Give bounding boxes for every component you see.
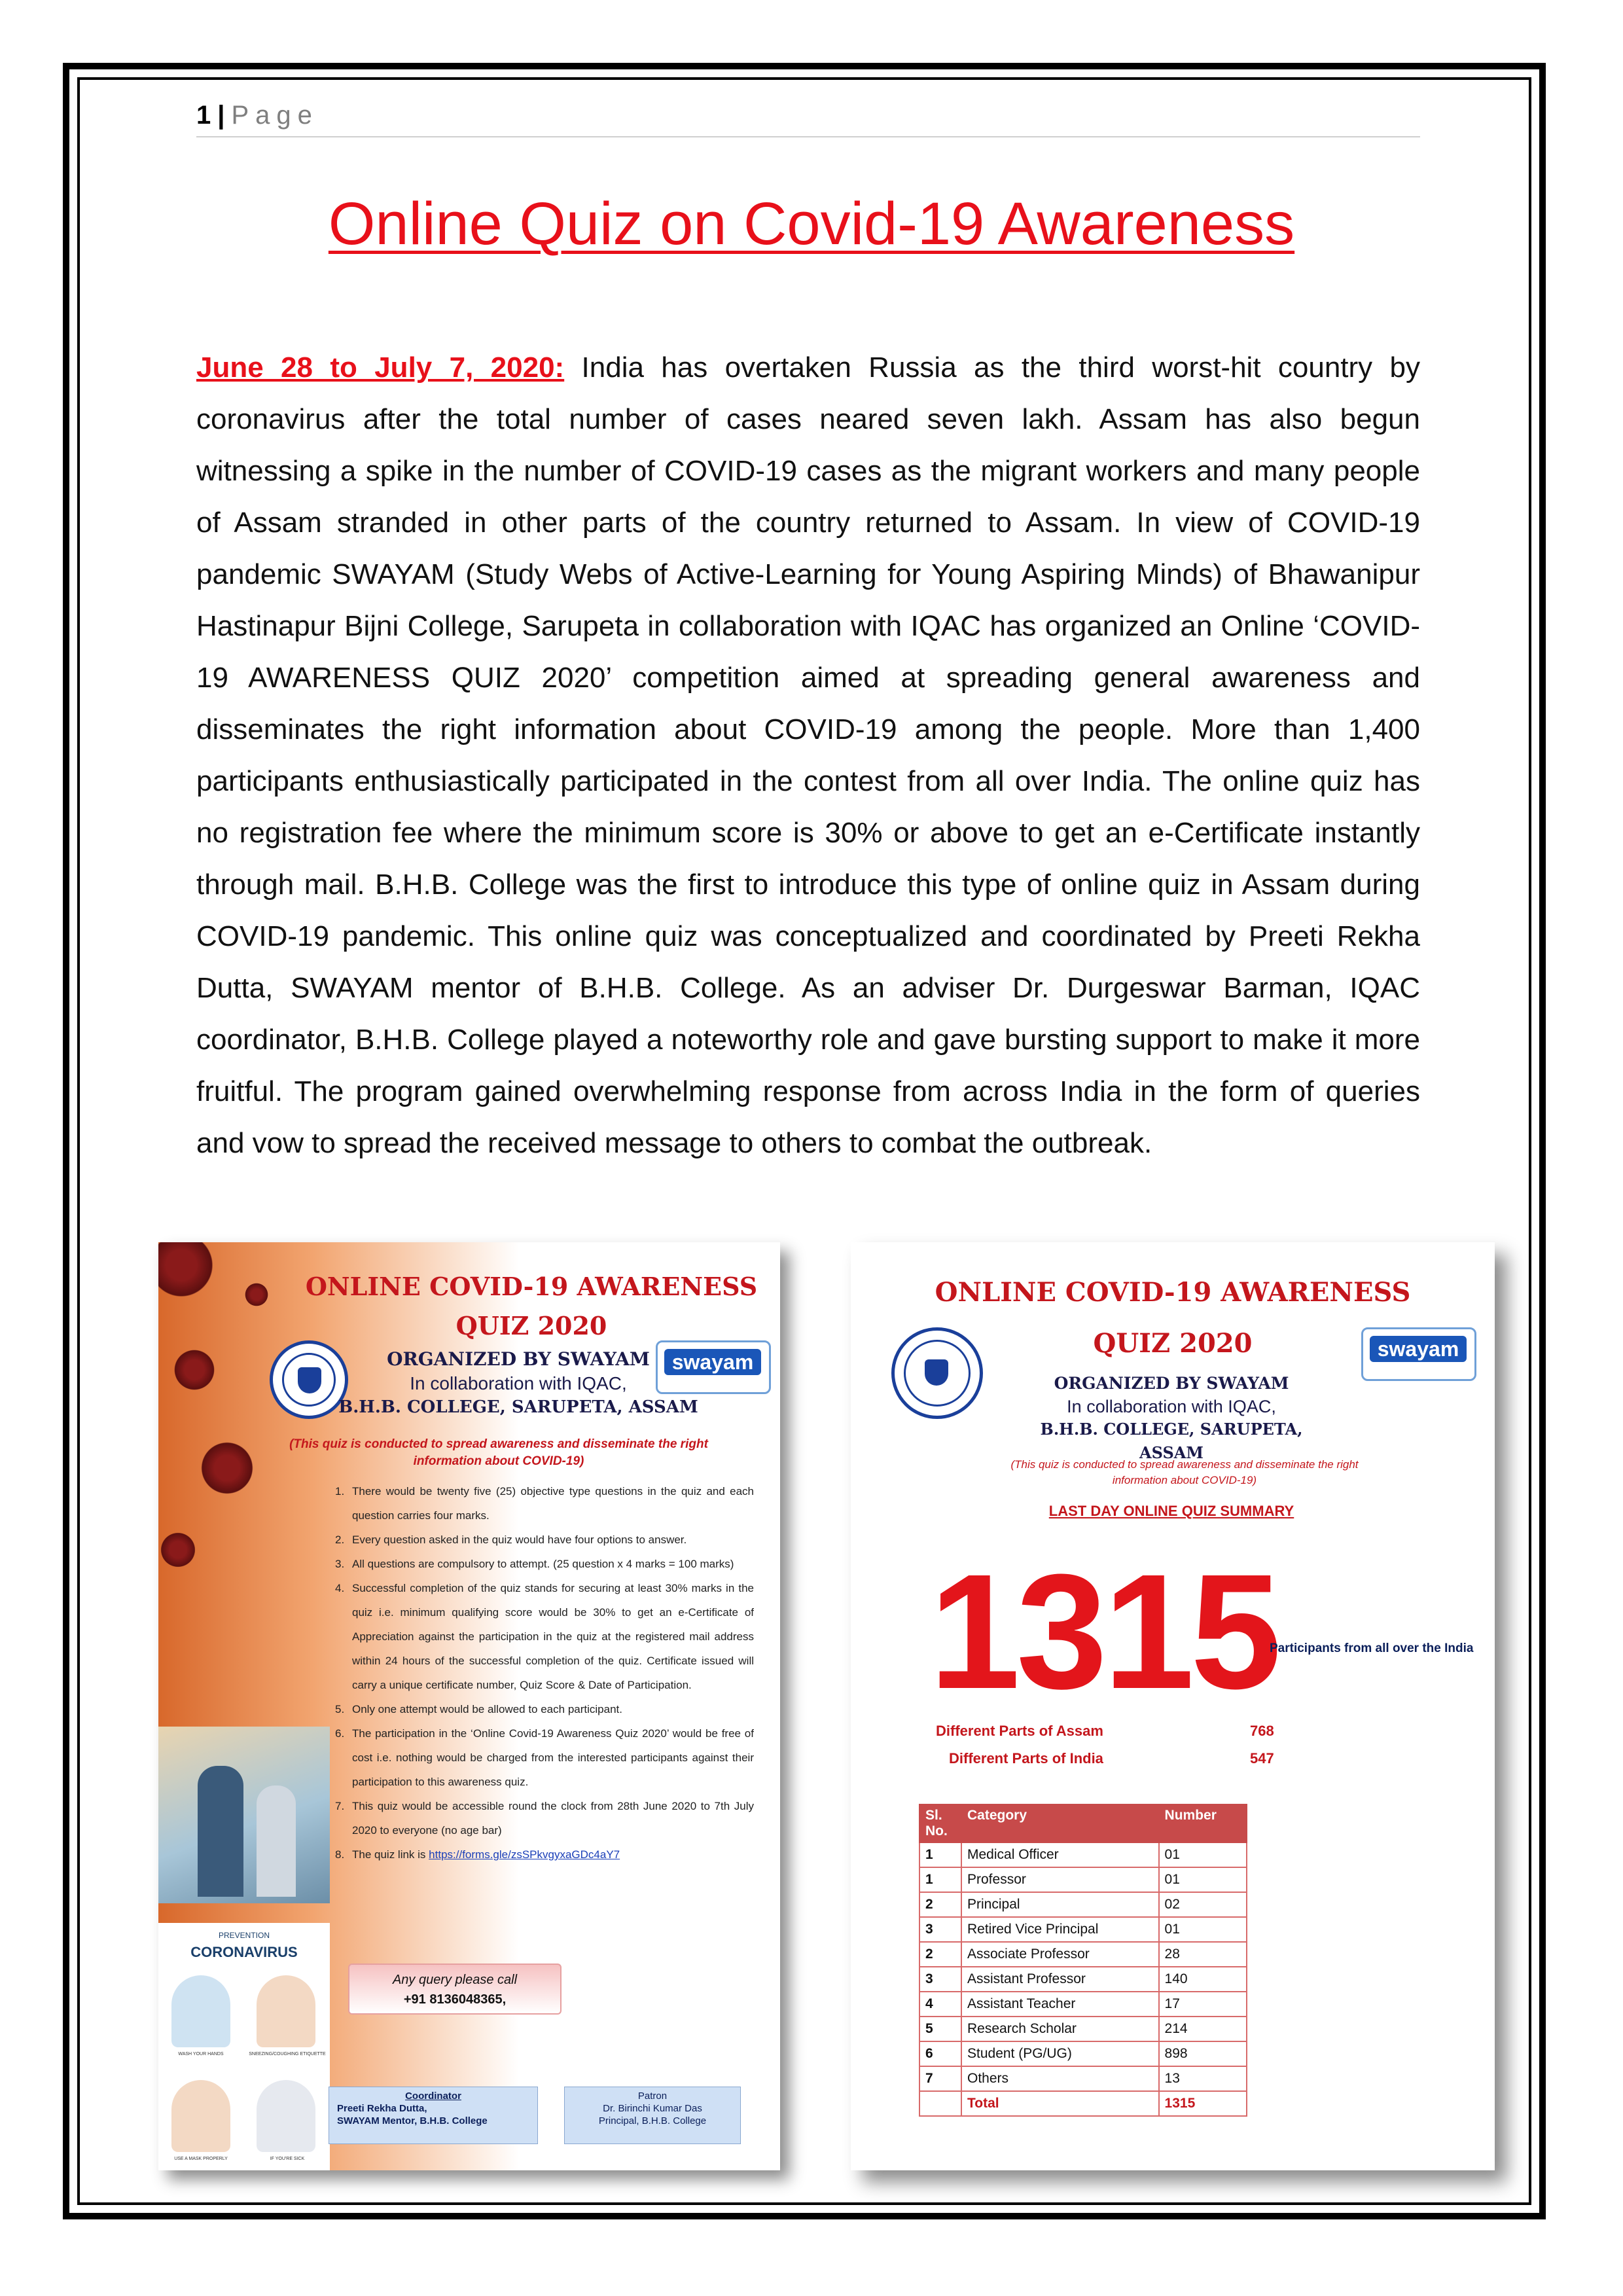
category-table [919,1804,1247,2117]
quiz-link[interactable]: https://forms.gle/zsSPkvgyxaGDc4aY7 [429,1848,620,1861]
query-phone[interactable]: +91 8136048365, [403,1992,507,2007]
poster-title-line1: ONLINE COVID-19 AWARENESS [305,1272,758,1301]
virus-illustration [158,1242,217,1301]
quiz-rules-poster [158,1242,780,2170]
assam-value: 768 [1250,1723,1274,1739]
poster-note: (This quiz is conducted to spread awareness and disseminate the right information about COVID-19) [289,1437,708,1468]
quiz-summary-poster [851,1242,1495,2170]
column-header: Number [1159,1804,1247,1842]
table-row: 2 Principal 02 [919,1892,1247,1917]
table-row: 4 Assistant Teacher 17 [919,1992,1247,2017]
rule-item: 4. Successful completion of the quiz stands for securing at least 30% marks in the quiz i.e. minimum qualifying score would be 30% to get an e-Certificate of Appreciation against the participation in the quiz at the registered mail address within 24 hours of the successful completion of the quiz. Certificate issued will carry a unique certificate number, Quiz Score & Date of Participation. [335,1582,754,1691]
prevention-caption: SNEEZING/COUGHING ETIQUETTE [249,2052,326,2056]
summary-organizer-line3: B.H.B. COLLEGE, SARUPETA, ASSAM [1040,1420,1303,1462]
rule-item: 6. The participation in the ‘Online Covid-19 Awareness Quiz 2020’ would be free of cost i.e. nothing would be charged from the interested participants against their participation to this awareness quiz. [335,1727,754,1788]
prevention-panel [158,1923,330,2170]
swayam-logo-text: swayam [664,1349,761,1375]
table-row: 1 Medical Officer 01 [919,1842,1247,1867]
column-header: Sl. No. [919,1804,961,1842]
swayam-logo [1361,1327,1476,1381]
assam-label: Different Parts of Assam [936,1723,1103,1739]
prevention-title: CORONAVIRUS [190,1944,298,1960]
summary-organizer-line2: In collaboration with IQAC, [1067,1397,1276,1416]
participant-breakdown [936,1717,1394,1772]
mask-illustration [171,2080,230,2152]
sick-illustration [257,2080,315,2152]
prevention-label: PREVENTION [218,1931,270,1940]
prevention-caption: USE A MASK PROPERLY [174,2157,228,2161]
quiz-rules-list [335,1479,754,1867]
table-row: 5 Research Scholar 214 [919,2017,1247,2041]
query-box [348,1964,562,2015]
table-row: 1 Professor 01 [919,1867,1247,1892]
rule-item: 7. This quiz would be accessible round the clock from 28th June 2020 to 7th July 2020 to everyone (no age bar) [335,1800,754,1837]
summary-organizer-line1: ORGANIZED BY SWAYAM [1054,1374,1289,1393]
patron-heading: Patron [637,2090,668,2102]
volunteers-photo [158,1727,330,1903]
organizer-line3: B.H.B. COLLEGE, SARUPETA, ASSAM [338,1397,698,1417]
prevention-caption: IF YOU'RE SICK [270,2157,305,2161]
organizer-block [322,1347,715,1419]
article-date: June 28 to July 7, 2020: [196,351,565,384]
table-row: 7 Others 13 [919,2066,1247,2091]
page-separator: | [217,101,225,130]
india-row [936,1745,1394,1772]
college-logo [891,1327,983,1419]
wash-hands-illustration [171,1975,230,2047]
summary-heading: LAST DAY ONLINE QUIZ SUMMARY [1048,1503,1294,1519]
india-value: 547 [1250,1750,1274,1767]
patron-box [564,2087,741,2144]
virus-illustration [171,1347,217,1393]
table-header-row [919,1804,1247,1842]
rule-item: 2. Every question asked in the quiz would have four options to answer. [335,1534,687,1546]
virus-illustration [198,1439,257,1498]
table-row: 2 Associate Professor 28 [919,1942,1247,1967]
summary-organizer-block [1008,1372,1335,1465]
coordinator-heading: Coordinator [405,2090,461,2102]
assam-row [936,1717,1394,1745]
poster-title [283,1267,780,1346]
summary-title-line1: ONLINE COVID-19 AWARENESS [935,1277,1411,1308]
virus-illustration [243,1282,270,1308]
total-participants-number: 1315 [929,1540,1278,1723]
article-text: India has overtaken Russia as the third worst-hit country by coronavirus after the total number of cases neared seven lakh. Assam has also begun witnessing a spike in the number of COVID-19 cases as the migrant workers and many people of Assam stranded in other parts of the country returned to Assam. In view of COVID-19 pandemic SWAYAM (Study Webs of Active-Learning for Young Aspiring Minds) of Bhawanipur Hastinapur Bijni College, Sarupeta in collaboration with IQAC has organized an Online ‘COVID-19 AWARENESS QUIZ 2020’ competition aimed at spreading general awareness and disseminates the right information about COVID-19 among the people. More than 1,400 participants enthusiastically participated in the contest from all over India. The online quiz has no registration fee where the minimum score is 30% or above to get an e-Certificate instantly through mail. B.H.B. College was the first to introduce this type of online quiz in Assam during COVID-19 pandemic. This online quiz was conceptualized and coordinated by Preeti Rekha Dutta, SWAYAM mentor of B.H.B. College. As an adviser Dr. Durgeswar Barman, IQAC coordinator, B.H.B. College played a noteworthy role and gave bursting support to make it more fruitful. The program gained overwhelming response from across India in the form of queries and vow to spread the received message to others to combat the outbreak. [196,351,1420,1159]
table-total-row: Total 1315 [919,2091,1247,2116]
table-row: 6 Student (PG/UG) 898 [919,2041,1247,2066]
organizer-line2: In collaboration with IQAC, [410,1373,627,1393]
sneezing-illustration [257,1975,315,2047]
page-number: 1 [196,101,211,130]
india-label: Different Parts of India [949,1750,1103,1767]
poster-title-line2: QUIZ 2020 [455,1311,607,1340]
prevention-caption: WASH YOUR HANDS [178,2052,224,2056]
page-header [196,97,1420,137]
article-paragraph [196,342,1420,1169]
coordinator-box [329,2087,538,2144]
virus-illustration [158,1530,198,1570]
rule-item: 1. There would be twenty five (25) objective type questions in the quiz and each question carries four marks. [335,1485,754,1522]
total-participants-caption: Participants from all over the India [1270,1641,1474,1655]
prevention-heading [158,1927,330,1961]
coordinator-role: SWAYAM Mentor, B.H.B. College [337,2115,488,2126]
summary-note: (This quiz is conducted to spread awareness and disseminate the right information about COVID-19) [1010,1458,1359,1486]
query-label: Any query please call [392,1973,518,1987]
page-title: Online Quiz on Covid-19 Awareness [328,190,1295,257]
column-header: Category [961,1804,1159,1842]
summary-title-line2: QUIZ 2020 [1093,1328,1253,1359]
table-row: 3 Assistant Professor 140 [919,1967,1247,1992]
swayam-logo-text: swayam [1370,1336,1467,1362]
rule-item: 8. The quiz link is https://forms.gle/zsSPkvgyxaGDc4aY7 [335,1848,620,1861]
patron-name: Dr. Birinchi Kumar Das [603,2103,702,2114]
coordinator-name: Preeti Rekha Dutta, [337,2103,427,2114]
page-word: Page [231,101,319,130]
patron-role: Principal, B.H.B. College [598,2115,707,2126]
organizer-line1: ORGANIZED BY SWAYAM [387,1348,650,1370]
table-row: 3 Retired Vice Principal 01 [919,1917,1247,1942]
rule-item: 3. All questions are compulsory to attempt. (25 question x 4 marks = 100 marks) [335,1558,734,1570]
rule-item: 5. Only one attempt would be allowed to each participant. [335,1703,622,1715]
